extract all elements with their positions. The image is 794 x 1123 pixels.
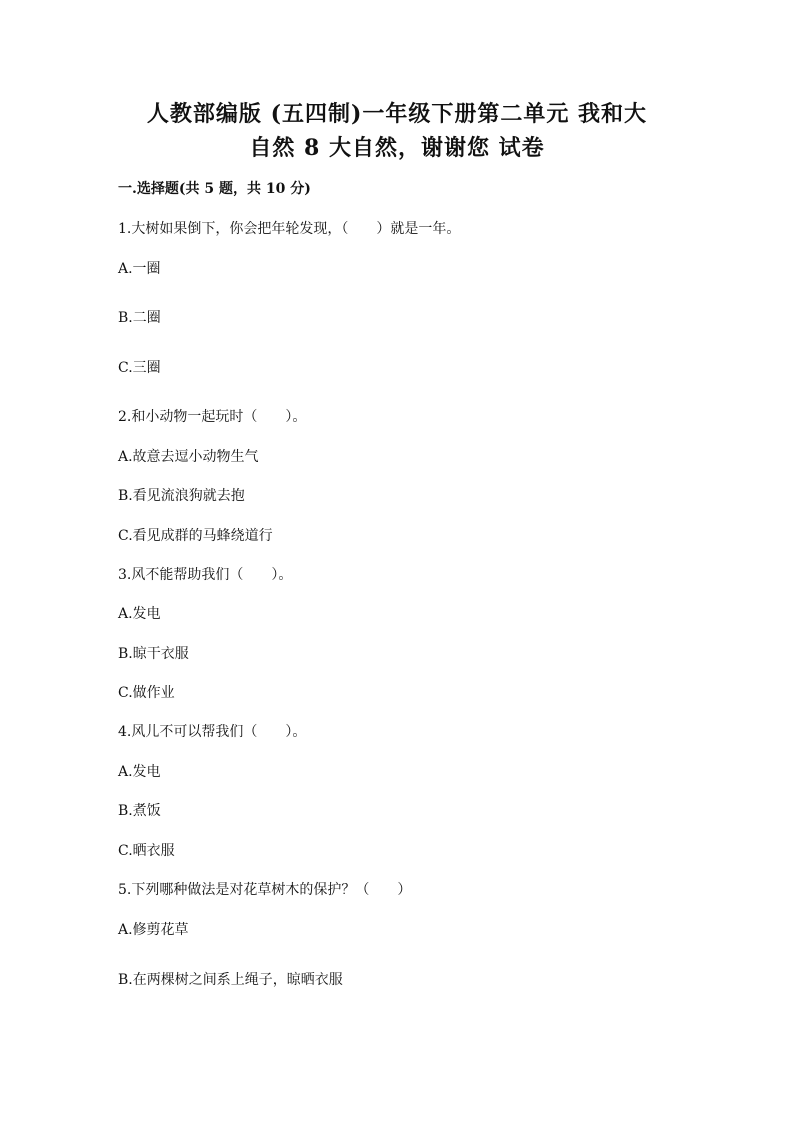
document-title-line-2: 自然 8 大自然，谢谢您 试卷 xyxy=(249,135,545,161)
question-4-option-a: A.发电 xyxy=(118,764,161,780)
question-2-option-b: B.看见流浪狗就去抱 xyxy=(118,488,245,504)
section-heading: 一.选择题(共 5 题，共 10 分) xyxy=(118,181,311,197)
question-5-stem: 5.下列哪种做法是对花草树木的保护？（ ） xyxy=(118,882,412,898)
question-1-option-b: B.二圈 xyxy=(118,310,161,326)
question-1-option-c: C.三圈 xyxy=(118,360,161,376)
question-4-option-b: B.煮饭 xyxy=(118,803,161,819)
question-3-option-a: A.发电 xyxy=(118,606,161,622)
question-3-option-c: C.做作业 xyxy=(118,685,175,701)
question-2-option-a: A.故意去逗小动物生气 xyxy=(118,449,259,465)
document-title-line-1: 人教部编版 (五四制)一年级下册第二单元 我和大 xyxy=(146,101,648,127)
question-3-option-b: B.晾干衣服 xyxy=(118,646,189,662)
question-2-option-c: C.看见成群的马蜂绕道行 xyxy=(118,528,273,544)
question-5-option-b: B.在两棵树之间系上绳子，晾晒衣服 xyxy=(118,972,343,988)
question-1-stem: 1.大树如果倒下，你会把年轮发现，（ ）就是一年。 xyxy=(118,221,461,237)
question-3-stem: 3.风不能帮助我们（ ）。 xyxy=(118,567,293,583)
question-4-option-c: C.晒衣服 xyxy=(118,843,175,859)
question-5-option-a: A.修剪花草 xyxy=(118,922,189,938)
question-4-stem: 4.风儿不可以帮我们（ ）。 xyxy=(118,724,307,740)
question-1-option-a: A.一圈 xyxy=(118,261,161,277)
question-2-stem: 2.和小动物一起玩时（ ）。 xyxy=(118,409,307,425)
